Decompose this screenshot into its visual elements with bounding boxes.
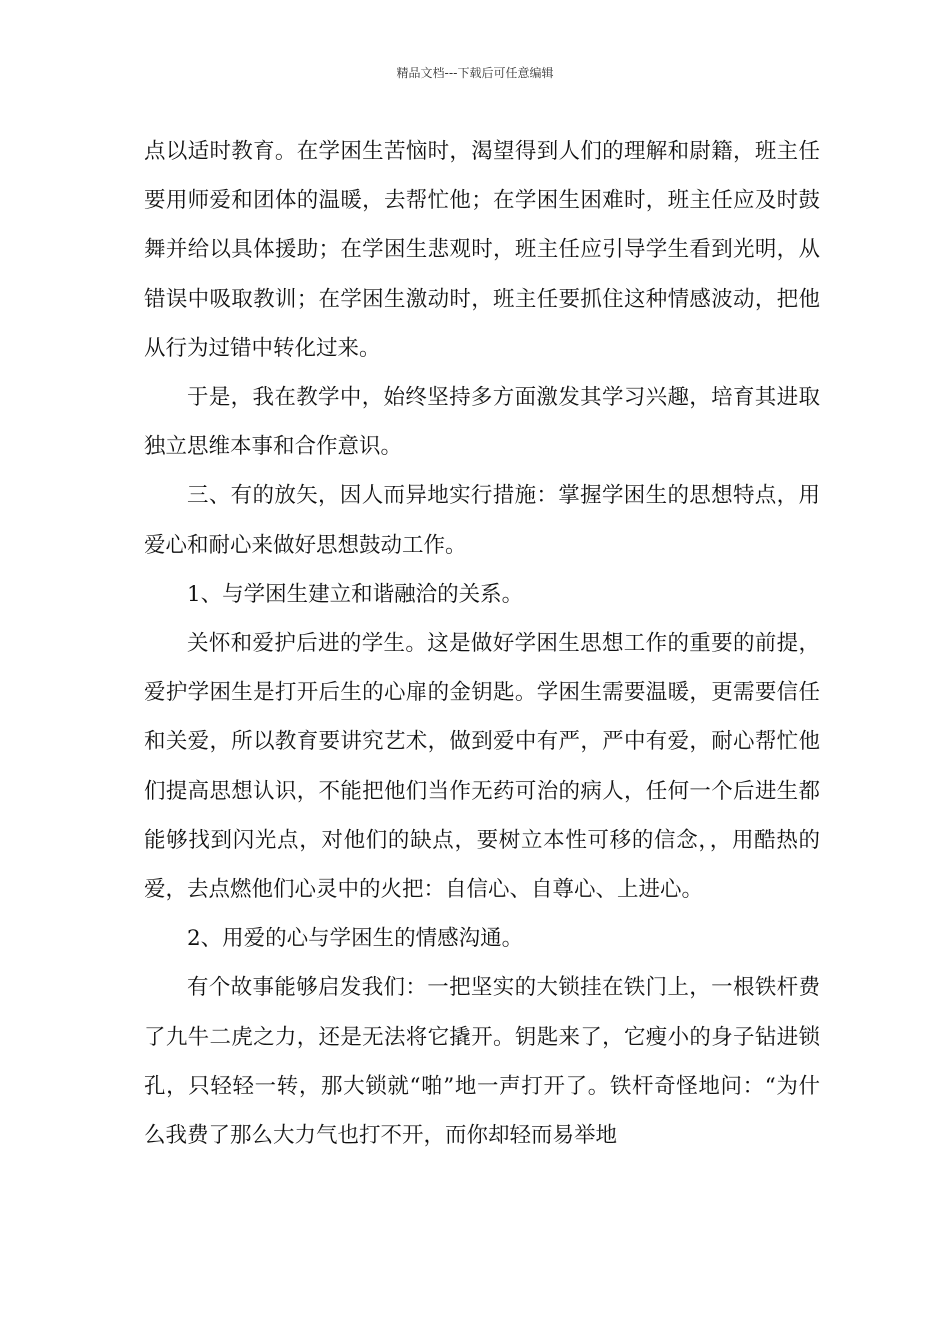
paragraph-7: 有个故事能够启发我们：一把坚实的大锁挂在铁门上，一根铁杆费了九牛二虎之力，还是无法将它撬开。钥匙来了，它瘦小的身子钻进锁孔，只轻轻一转，那大锁就“啪”地一声打开了。铁杆奇怪地问：“为什么我费了那么大力气也打不开，而你却轻而易举地 — [144, 975, 820, 1149]
document-body — [144, 127, 820, 1160]
paragraph-3-section-heading: 三、有的放矢，因人而异地实行措施：掌握学困生的思想特点，用爱心和耐心来做好思想鼓动工作。 — [144, 483, 820, 558]
paragraph-2: 于是，我在教学中，始终坚持多方面激发其学习兴趣，培育其进取独立思维本事和合作意识。 — [144, 385, 820, 460]
paragraph-6-subheading: 2、用爱的心与学困生的情感沟通。 — [187, 926, 524, 952]
paragraph-5: 关怀和爱护后进的学生。这是做好学困生思想工作的重要的前提，爱护学困生是打开后生的心扉的金钥匙。学困生需要温暖，更需要信任和关爱，所以教育要讲究艺术，做到爱中有严，严中有爱，耐心帮忙他们提高思想认识，不能把他们当作无药可治的病人，任何一个后进生都能够找到闪光点，对他们的缺点，要树立本性可移的信念，，用酷热的爱，去点燃他们心灵中的火把：自信心、自尊心、上进心。 — [144, 631, 820, 903]
paragraph-4-subheading: 1、与学困生建立和谐融洽的关系。 — [187, 581, 524, 607]
paragraph-1: 点以适时教育。在学困生苦恼时，渴望得到人们的理解和尉籍，班主任要用师爱和团体的温暖，去帮忙他；在学困生困难时，班主任应及时鼓舞并给以具体援助；在学困生悲观时，班主任应引导学生看到光明，从错误中吸取教训；在学困生激动时，班主任要抓住这种情感波动，把他从行为过错中转化过来。 — [144, 139, 820, 361]
page-header: 精品文档---下载后可任意编辑 — [396, 66, 554, 80]
